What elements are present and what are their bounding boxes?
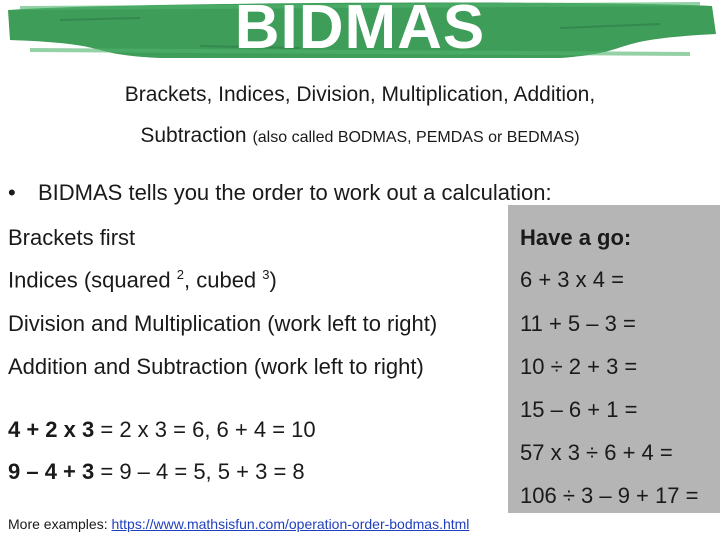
- rule-indices-text-end: ): [269, 267, 277, 293]
- rule-addition-subtraction: Addition and Subtraction (work left to right): [8, 354, 424, 379]
- practice-question: 106 ÷ 3 – 9 + 17 =: [520, 483, 699, 508]
- example-working: = 9 – 4 = 5, 5 + 3 = 8: [94, 459, 305, 484]
- worked-example-2: [8, 459, 305, 485]
- practice-question: 11 + 5 – 3 =: [520, 311, 636, 336]
- title-banner: [0, 0, 720, 60]
- footer-prefix: More examples:: [8, 516, 112, 532]
- bullet-point: [8, 180, 552, 206]
- practice-question: 57 x 3 ÷ 6 + 4 =: [520, 440, 673, 465]
- rule-indices-text: Indices (squared: [8, 267, 177, 293]
- example-working: = 2 x 3 = 6, 6 + 4 = 10: [94, 417, 316, 442]
- subtitle-line-2: [0, 124, 720, 148]
- bullet-icon: •: [8, 180, 16, 205]
- bullet-text: BIDMAS tells you the order to work out a calculation:: [38, 180, 552, 205]
- superscript-cubed: 3: [262, 267, 270, 282]
- example-expression: 4 + 2 x 3: [8, 417, 95, 442]
- rule-division-multiplication: Division and Multiplication (work left to right): [8, 311, 438, 336]
- rule-indices: [8, 267, 277, 293]
- more-examples-link[interactable]: https://www.mathsisfun.com/operation-order-bodmas.html: [111, 516, 470, 532]
- subtitle-subtraction: Subtraction: [140, 124, 247, 147]
- rule-indices-text-mid: , cubed: [184, 267, 263, 293]
- subtitle-line-1: Brackets, Indices, Division, Multiplication, Addition,: [124, 83, 596, 106]
- page-title: BIDMAS: [234, 0, 486, 60]
- footer: [8, 516, 469, 532]
- rule-brackets: Brackets first: [8, 225, 136, 250]
- panel-title: Have a go:: [520, 225, 632, 250]
- superscript-squared: 2: [176, 267, 184, 282]
- example-expression: 9 – 4 + 3: [8, 459, 95, 484]
- practice-question: 6 + 3 x 4 =: [520, 267, 624, 292]
- worked-example-1: [8, 417, 316, 443]
- subtitle-alternatives: (also called BODMAS, PEMDAS or BEDMAS): [252, 129, 580, 146]
- practice-question: 10 ÷ 2 + 3 =: [520, 354, 638, 379]
- practice-question: 15 – 6 + 1 =: [520, 397, 638, 422]
